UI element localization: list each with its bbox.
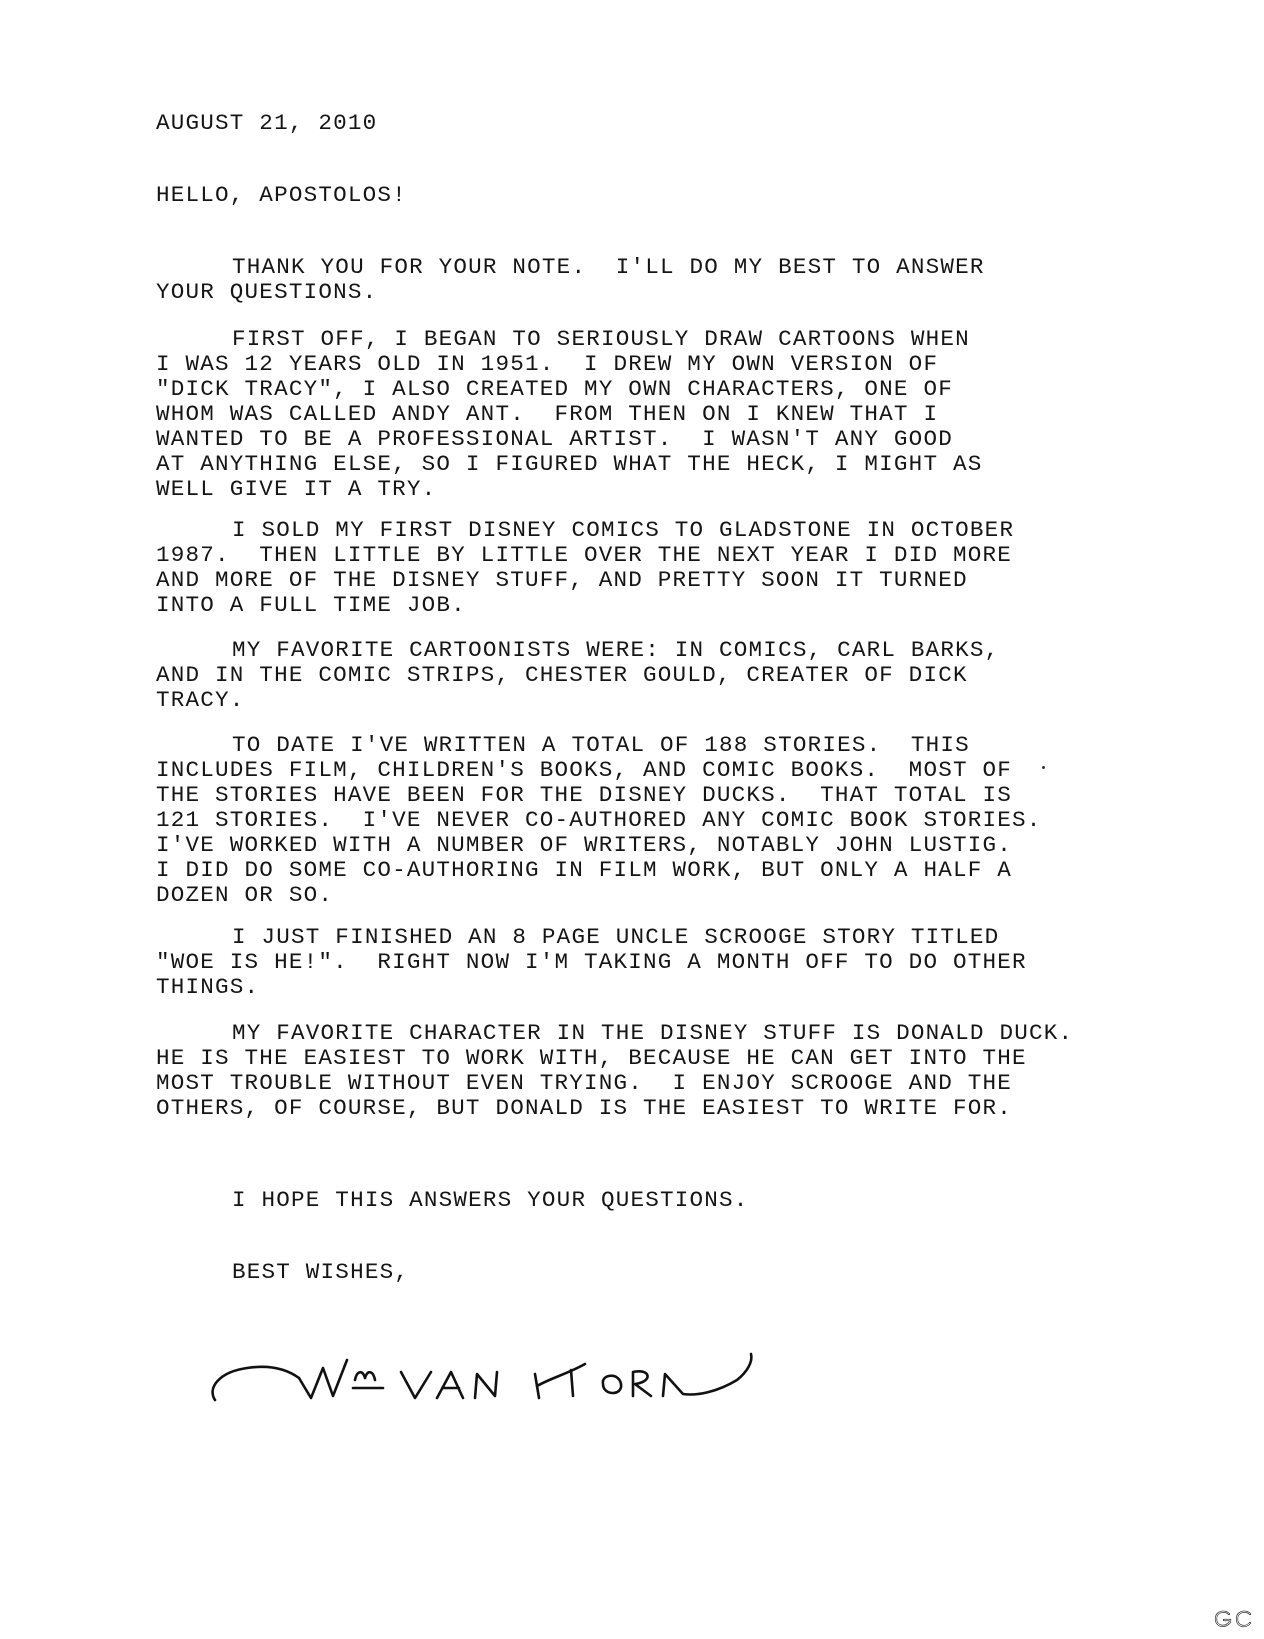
paragraph-line: AND IN THE COMIC STRIPS, CHESTER GOULD, CREATER OF DICK: [156, 662, 968, 688]
paragraph-line: INTO A FULL TIME JOB.: [156, 592, 466, 618]
paragraph-line: AT ANYTHING ELSE, SO I FIGURED WHAT THE HECK, I MIGHT AS: [156, 451, 983, 477]
paragraph-7: [156, 1021, 1073, 1121]
paragraph-line: WANTED TO BE A PROFESSIONAL ARTIST. I WASN'T ANY GOOD: [156, 426, 953, 452]
paragraph-line: WELL GIVE IT A TRY.: [156, 476, 437, 502]
paragraph-line: WHOM WAS CALLED ANDY ANT. FROM THEN ON I KNEW THAT I: [156, 401, 939, 427]
paragraph-line: AND MORE OF THE DISNEY STUFF, AND PRETTY SOON IT TURNED: [156, 567, 968, 593]
letter-date: AUGUST 21, 2010: [156, 110, 378, 136]
paragraph-line: "WOE IS HE!". RIGHT NOW I'M TAKING A MONTH OFF TO DO OTHER: [156, 949, 1027, 975]
paragraph-line: "DICK TRACY", I ALSO CREATED MY OWN CHARACTERS, ONE OF: [156, 376, 953, 402]
paragraph-line: I SOLD MY FIRST DISNEY COMICS TO GLADSTONE IN OCTOBER: [232, 517, 1015, 543]
letter-greeting: HELLO, APOSTOLOS!: [156, 182, 407, 208]
paragraph-5: [156, 733, 1042, 908]
gc-watermark-logo: [1212, 1608, 1254, 1630]
paragraph-1: [156, 255, 985, 305]
paragraph-3: [156, 518, 1014, 618]
paragraph-line: 1987. THEN LITTLE BY LITTLE OVER THE NEXT YEAR I DID MORE: [156, 542, 1012, 568]
paragraph-4: [156, 638, 999, 713]
paragraph-line: I DID DO SOME CO-AUTHORING IN FILM WORK, BUT ONLY A HALF A: [156, 857, 1012, 883]
paragraph-line: TO DATE I'VE WRITTEN A TOTAL OF 188 STORIES. THIS: [232, 732, 970, 758]
paragraph-6: [156, 925, 1027, 1000]
paragraph-line: OTHERS, OF COURSE, BUT DONALD IS THE EASIEST TO WRITE FOR.: [156, 1095, 1012, 1121]
paragraph-line: MY FAVORITE CHARACTER IN THE DISNEY STUFF IS DONALD DUCK.: [232, 1020, 1074, 1046]
paragraph-line: 121 STORIES. I'VE NEVER CO-AUTHORED ANY COMIC BOOK STORIES.: [156, 807, 1042, 833]
valediction: BEST WISHES,: [232, 1259, 410, 1285]
paragraph-2: [156, 327, 982, 502]
paragraph-line: I'VE WORKED WITH A NUMBER OF WRITERS, NOTABLY JOHN LUSTIG.: [156, 832, 1012, 858]
paragraph-line: MY FAVORITE CARTOONISTS WERE: IN COMICS, CARL BARKS,: [232, 637, 1000, 663]
closing-line: I HOPE THIS ANSWERS YOUR QUESTIONS.: [232, 1187, 749, 1213]
paragraph-line: FIRST OFF, I BEGAN TO SERIOUSLY DRAW CARTOONS WHEN: [232, 326, 970, 352]
paragraph-line: INCLUDES FILM, CHILDREN'S BOOKS, AND COMIC BOOKS. MOST OF: [156, 757, 1012, 783]
paragraph-line: THANK YOU FOR YOUR NOTE. I'LL DO MY BEST TO ANSWER: [232, 254, 985, 280]
paragraph-line: YOUR QUESTIONS.: [156, 279, 378, 305]
paragraph-line: I JUST FINISHED AN 8 PAGE UNCLE SCROOGE STORY TITLED: [232, 924, 1000, 950]
paragraph-line: HE IS THE EASIEST TO WORK WITH, BECAUSE HE CAN GET INTO THE: [156, 1045, 1027, 1071]
paragraph-line: TRACY.: [156, 687, 245, 713]
paragraph-line: MOST TROUBLE WITHOUT EVEN TRYING. I ENJOY SCROOGE AND THE: [156, 1070, 1012, 1096]
paragraph-line: THE STORIES HAVE BEEN FOR THE DISNEY DUCKS. THAT TOTAL IS: [156, 782, 1012, 808]
paragraph-line: THINGS.: [156, 974, 260, 1000]
paragraph-line: DOZEN OR SO.: [156, 882, 334, 908]
scan-speck: [1042, 766, 1045, 769]
paragraph-line: I WAS 12 YEARS OLD IN 1951. I DREW MY OWN VERSION OF: [156, 351, 939, 377]
handwritten-signature: [205, 1334, 825, 1414]
